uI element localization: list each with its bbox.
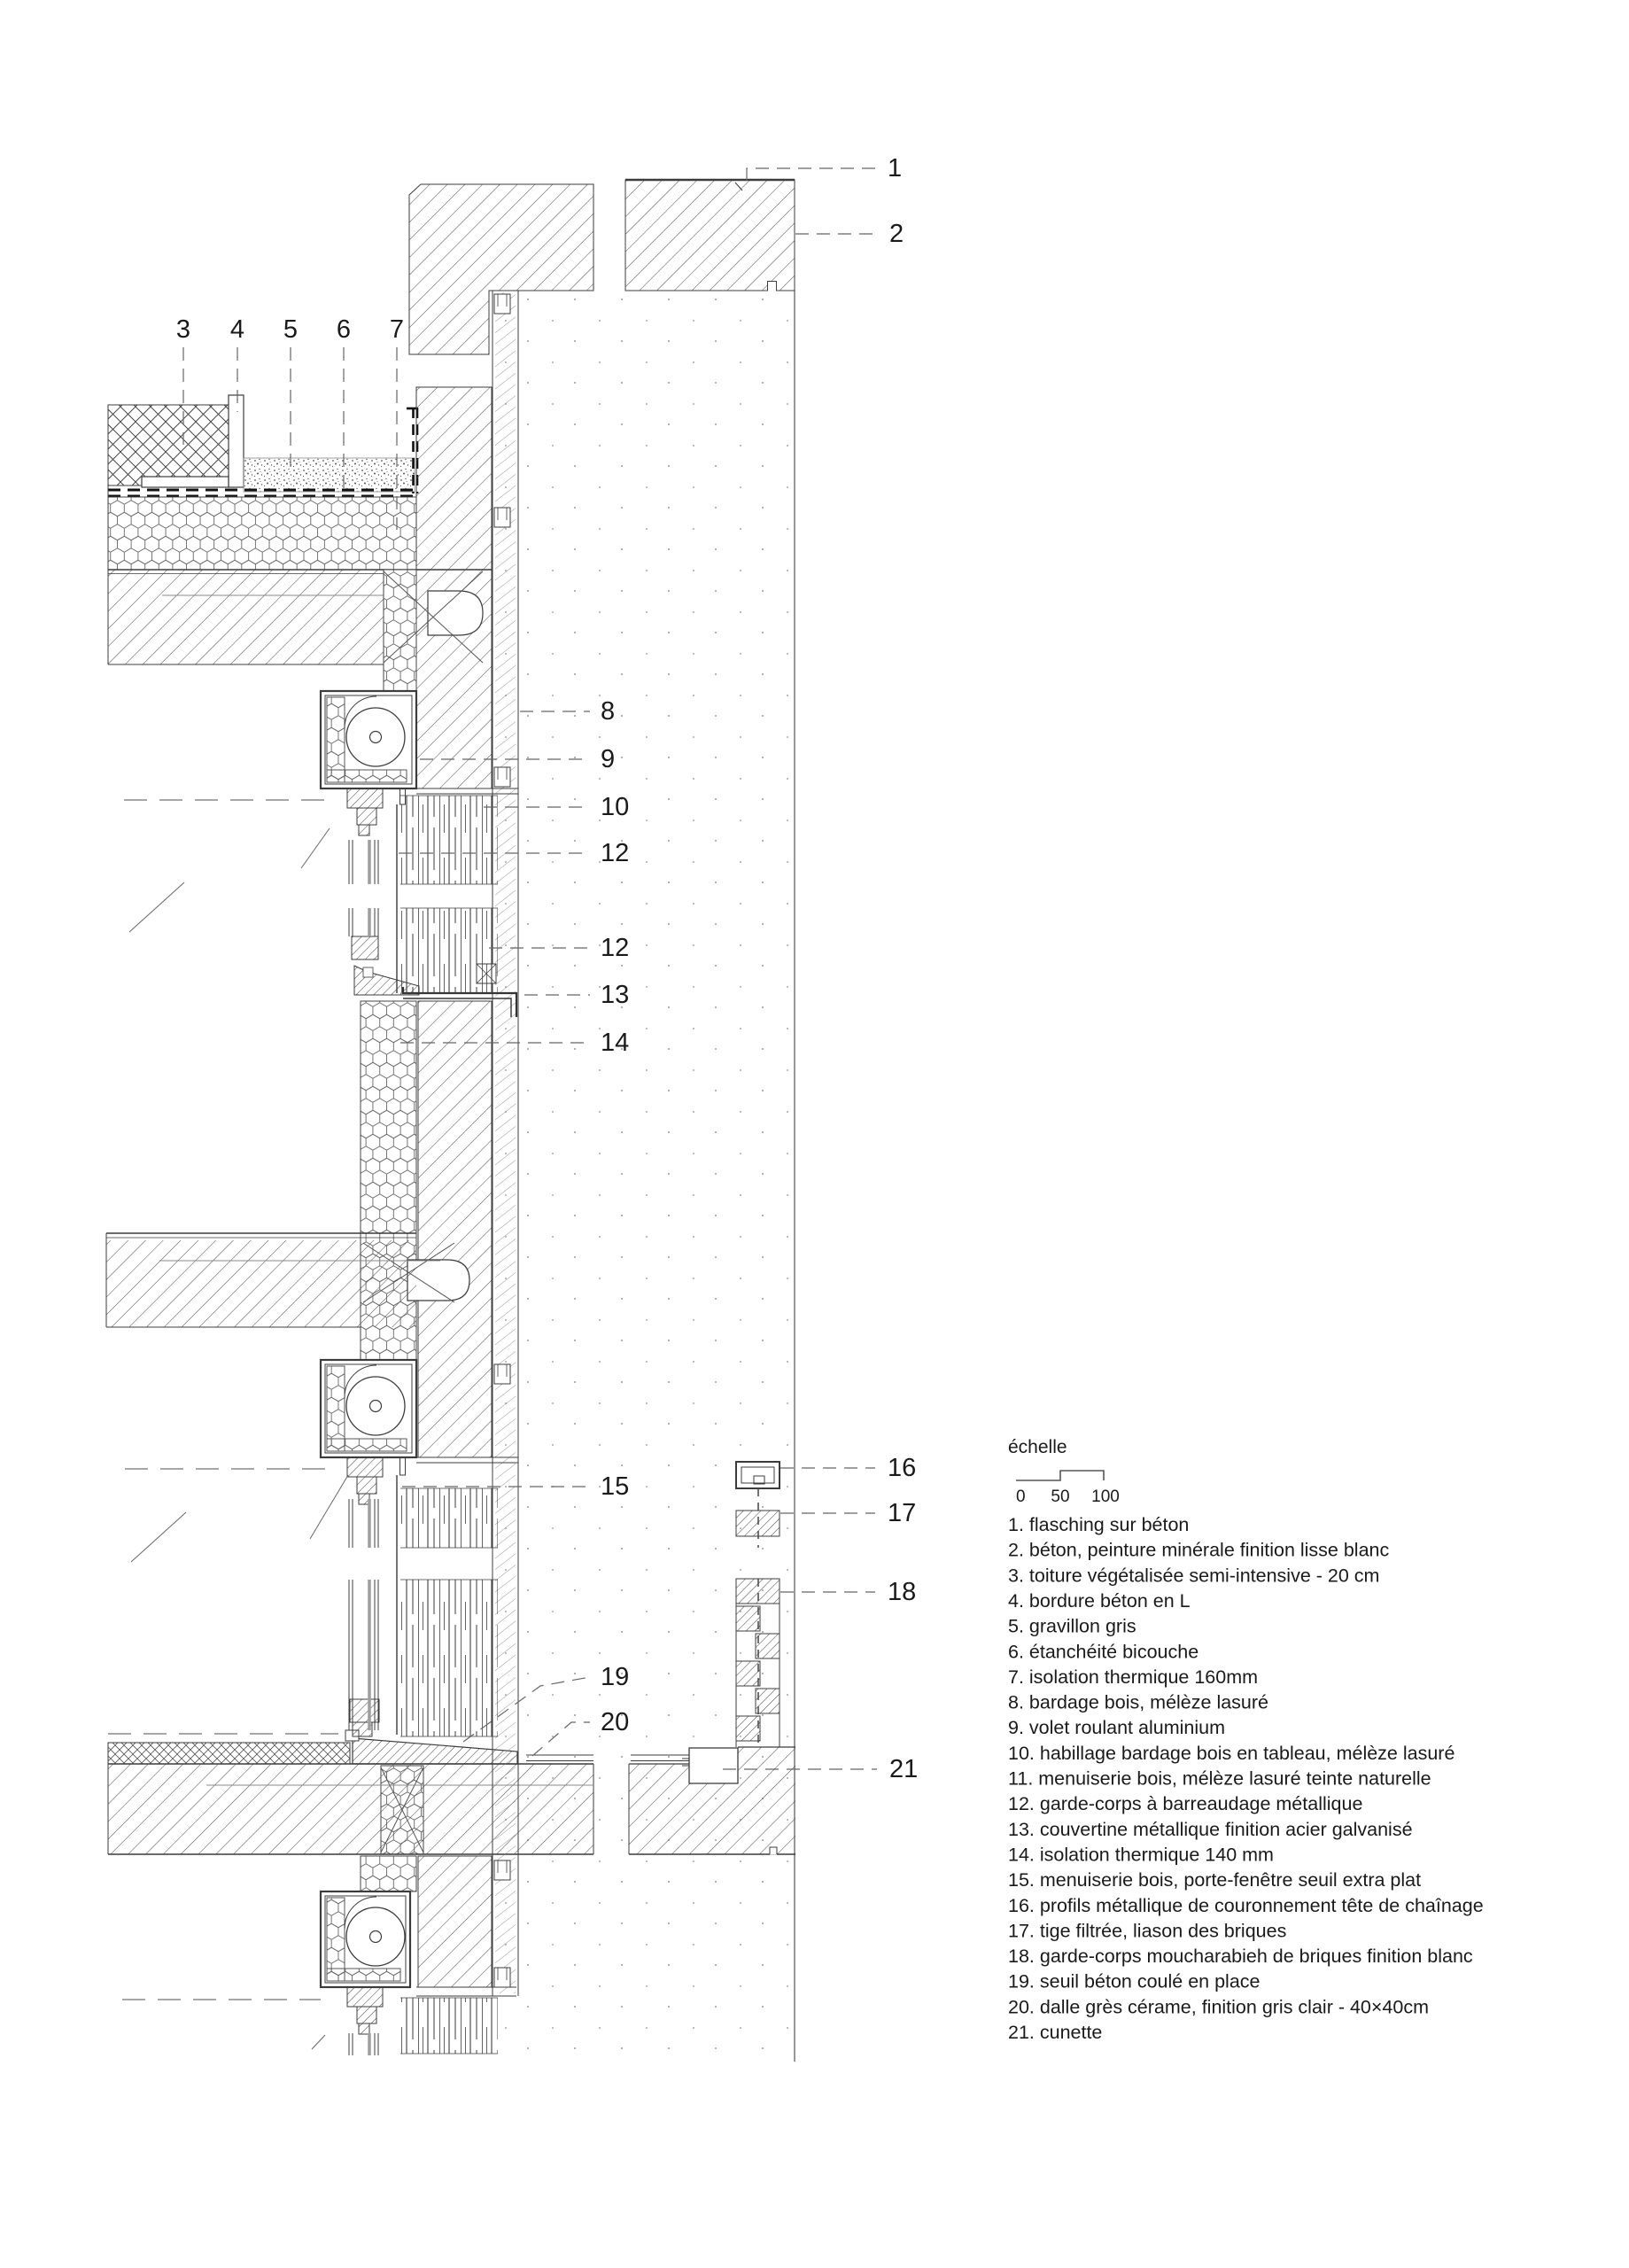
cladding-wood-hatch	[495, 292, 516, 1993]
roller-shutter-box-1-insul-bottom	[327, 770, 407, 782]
concrete-l-border-foot	[142, 477, 229, 487]
frame-head-3-c	[359, 2023, 369, 2034]
legend-item-19: 19. seuil béton coulé en place	[1008, 1970, 1261, 1992]
callout-10-number: 10	[601, 793, 630, 821]
callout-3-number: 3	[175, 315, 191, 344]
break-tick-3a	[312, 2035, 325, 2049]
callout-8-number: 8	[601, 697, 616, 726]
scale-tick-100: 100	[1091, 1487, 1120, 1506]
sill-block-upper	[352, 936, 378, 959]
legend-item-2: 2. béton, peinture minérale finition lisse blanc	[1008, 1539, 1390, 1561]
callout-2-number: 2	[889, 220, 904, 248]
roof-slab-hatch	[108, 570, 416, 664]
concrete-parapet-outer-block	[625, 180, 795, 291]
frame-head-3-a	[347, 1987, 383, 2007]
brick-base-strip	[738, 1747, 795, 1764]
guardrail-bars-2a	[400, 1488, 498, 1548]
callout-15-number: 15	[601, 1472, 630, 1501]
legend-item-5: 5. gravillon gris	[1008, 1615, 1136, 1637]
callout-18-number: 18	[888, 1578, 917, 1606]
guardrail-bars-1a	[400, 796, 498, 884]
brick-tie-block	[736, 1511, 780, 1536]
frame-head-3-b	[357, 2007, 376, 2023]
legend-item-4: 4. bordure béton en L	[1008, 1589, 1191, 1612]
callout-4-number: 4	[229, 315, 245, 344]
roller-shutter-box-2-roller	[346, 1377, 405, 1435]
break-tick-2b	[131, 1512, 186, 1562]
legend-list	[1008, 1514, 1484, 2043]
frame-head-1-c	[359, 825, 369, 835]
wall-column-parapet-level	[416, 387, 492, 788]
cladding-channel-0	[494, 294, 510, 314]
legend-item-10: 10. habillage bardage bois en tableau, mélèze lasuré	[1008, 1742, 1455, 1764]
legend-item-3: 3. toiture végétalisée semi-intensive - 20 cm	[1008, 1565, 1380, 1587]
terrace-slab-left-hatch	[108, 1764, 593, 1854]
wall-column-bottom-level	[418, 1856, 492, 1987]
right-slab-notch-mask	[770, 1847, 777, 1855]
legend-item-14: 14. isolation thermique 140 mm	[1008, 1844, 1274, 1866]
cunette-channel	[689, 1748, 738, 1783]
roller-shutter-box-1-roller	[346, 708, 405, 766]
wall-column-mid-level	[418, 1001, 492, 1457]
green-roof-substrate	[108, 405, 229, 485]
scale-label: échelle	[1008, 1437, 1067, 1457]
slab-capsule-mid	[407, 1260, 469, 1301]
guardrail-bars-3a	[400, 1998, 498, 2054]
callout-14-number: 14	[601, 1029, 630, 1057]
slab-capsule-roof	[428, 591, 483, 635]
legend-item-16: 16. profils métallique de couronnement tête de chaînage	[1008, 1894, 1484, 1916]
moucharabieh-brick-2	[756, 1634, 780, 1658]
callout-5-number: 5	[283, 315, 299, 344]
callout-1-number: 1	[888, 154, 903, 183]
cladding-channel-4	[494, 1860, 510, 1880]
frame-head-2-c	[359, 1494, 369, 1504]
mid-slab-hatch	[106, 1240, 416, 1327]
cladding-channel-3	[494, 1364, 510, 1384]
callout-9-number: 9	[601, 745, 616, 773]
roof-insulation-band	[108, 497, 416, 570]
callout-19-number: 19	[601, 1663, 630, 1691]
scale-bar-line	[1016, 1471, 1104, 1480]
cladding-channel-1	[494, 508, 510, 527]
legend-item-15: 15. menuiserie bois, porte-fenêtre seuil extra plat	[1008, 1869, 1422, 1891]
legend-item-9: 9. volet roulant aluminium	[1008, 1717, 1225, 1739]
callout-7-number: 7	[389, 315, 405, 344]
guardrail-bars-1b	[400, 908, 498, 993]
legend-item-12: 12. garde-corps à barreaudage métallique	[1008, 1793, 1363, 1815]
legend-item-17: 17. tige filtrée, liason des briques	[1008, 1920, 1287, 1942]
break-tick-2a	[310, 1475, 348, 1539]
sill-notch	[363, 967, 373, 977]
cladding-channel-5	[494, 1968, 510, 1987]
legend-item-13: 13. couvertine métallique finition acier galvanisé	[1008, 1818, 1413, 1840]
shutter-lamella-2	[400, 1457, 406, 1475]
legend-item-18: 18. garde-corps moucharabieh de briques finition blanc	[1008, 1946, 1473, 1968]
interior-floor-screed-band	[108, 1743, 350, 1764]
frame-head-1-b	[357, 808, 376, 825]
roller-shutter-box-2-insul-bottom	[327, 1439, 407, 1451]
callout-21-number: 21	[889, 1755, 919, 1783]
break-tick-1a	[301, 828, 330, 868]
scale-tick-50: 50	[1051, 1487, 1070, 1506]
callout-6-number: 6	[336, 315, 352, 344]
concrete-l-border-stem	[229, 395, 244, 487]
callout-17-number: 17	[888, 1499, 917, 1527]
scale-bar	[1008, 1437, 1120, 1506]
frame-head-1-a	[347, 788, 383, 808]
guardrail-bars-2b	[400, 1580, 498, 1736]
roller-shutter-box-3-roller	[346, 1907, 405, 1966]
callout-20-number: 20	[601, 1708, 630, 1736]
moucharabieh-brick-5	[736, 1716, 760, 1741]
legend-item-6: 6. étanchéité bicouche	[1008, 1641, 1199, 1663]
legend-item-11: 11. menuiserie bois, mélèze lasuré teinte naturelle	[1008, 1767, 1431, 1790]
callout-13-number: 13	[601, 981, 630, 1009]
roller-shutter-box-3-insul-bottom	[327, 1969, 400, 1981]
cladding-channel-2	[494, 767, 510, 787]
frame-head-2-a	[347, 1457, 383, 1477]
moucharabieh-brick-3	[736, 1661, 760, 1686]
moucharabieh-brick-1	[736, 1606, 760, 1631]
callout-16-number: 16	[888, 1454, 917, 1482]
legend-item-20: 20. dalle grès cérame, finition gris clair - 40×40cm	[1008, 1996, 1430, 2018]
frame-head-2-b	[357, 1477, 376, 1494]
gravel-layer	[244, 458, 415, 492]
legend-item-1: 1. flasching sur béton	[1008, 1514, 1190, 1535]
parapet-notch-mask	[768, 282, 777, 291]
moucharabieh-brick-4	[756, 1689, 780, 1713]
break-tick-1b	[129, 882, 184, 932]
legend-item-8: 8. bardage bois, mélèze lasuré	[1008, 1691, 1269, 1713]
insulation-column-above-box3	[361, 1856, 416, 1891]
insulation-column-roof	[384, 570, 416, 691]
legend-item-7: 7. isolation thermique 160mm	[1008, 1666, 1259, 1688]
callout-12-number: 12	[601, 934, 630, 962]
scale-tick-0: 0	[1016, 1487, 1026, 1506]
callout-12-number: 12	[601, 839, 630, 867]
legend-item-21: 21. cunette	[1008, 2022, 1103, 2043]
